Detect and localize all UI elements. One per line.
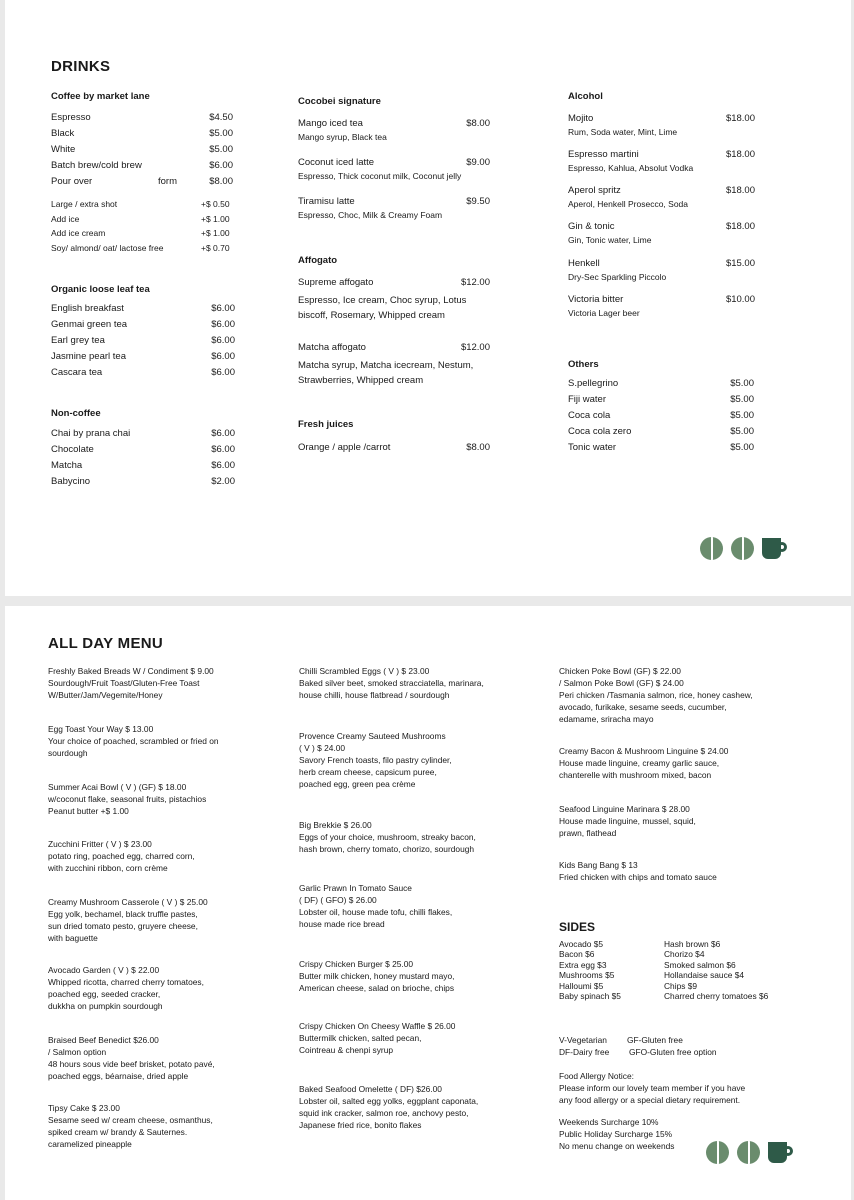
list-item: Mushrooms $5: [559, 970, 615, 981]
list-item: Jasmine pearl tea $6.00: [51, 351, 235, 362]
bean-icon: [737, 1141, 760, 1164]
drinks-page: [5, 0, 851, 596]
list-item: English breakfast $6.00: [51, 303, 235, 314]
menu-item: Tipsy Cake $ 23.00 Sesame seed w/ cream cheese, osmanthus, spiked cream w/ brandy & Sauternes. caramelized pineapple: [48, 1103, 213, 1149]
coffee-cup-icon: [762, 537, 790, 560]
others-list: [568, 376, 754, 456]
menu-item: Henkell $15.00 Dry-Sec Sparkling Piccolo: [568, 258, 755, 282]
menu-item: Baked Seafood Omelette ( DF) $26.00 Lobster oil, salted egg yolks, eggplant caponata, squid ink cracker, salmon roe, anchovy pesto, Japanese fried rice, bonito flakes: [299, 1084, 479, 1130]
brand-logo: [700, 537, 790, 560]
dietary-legend: V-Vegetarian GF-Gluten free DF-Dairy free GFO-Gluten free option: [559, 1035, 717, 1057]
list-item: Chips $9: [664, 980, 698, 991]
list-item: Charred cherry tomatoes $6: [664, 991, 769, 1002]
menu-item: Zucchini Fritter ( V ) $ 23.00 potato ring, poached egg, charred corn, with zucchini ribbon, corn crème: [48, 839, 195, 873]
list-item: Avocado $5: [559, 939, 604, 949]
list-item: S.pellegrino $5.00: [568, 378, 754, 389]
bean-icon: [706, 1141, 729, 1164]
sides-heading: SIDES: [559, 920, 596, 934]
list-item: Fiji water $5.00: [568, 394, 754, 405]
coffee-extras: [51, 197, 232, 255]
menu-item: Egg Toast Your Way $ 13.00 Your choice of poached, scrambled or fried on sourdough: [48, 724, 219, 758]
menu-item: Supreme affogato $12.00 Espresso, Ice cream, Choc syrup, Lotus biscoff, Rosemary, Whipped cream: [298, 277, 490, 321]
coffee-list: [51, 110, 233, 190]
tea-heading: Organic loose leaf tea: [51, 284, 150, 295]
list-item: Earl grey tea $6.00: [51, 335, 235, 346]
menu-item: Seafood Linguine Marinara $ 28.00 House made linguine, mussel, squid, prawn, flathead: [559, 804, 696, 838]
menu-item: Freshly Baked Breads W / Condiment $ 9.00 Sourdough/Fruit Toast/Gluten-Free Toast W/Butter/Jam/Vegemite/Honey: [48, 666, 214, 700]
bean-icon: [731, 537, 754, 560]
menu-item: Victoria bitter $10.00 Victoria Lager beer: [568, 294, 755, 318]
menu-item: Crispy Chicken Burger $ 25.00 Butter milk chicken, honey mustard mayo, American cheese, salad on brioche, chips: [299, 959, 455, 993]
list-item: Hash brown $6: [664, 939, 721, 949]
list-item: Large / extra shot +$ 0.50: [51, 199, 230, 209]
list-item: Baby spinach $5: [559, 991, 621, 1002]
sides-list-left: [559, 939, 621, 1001]
surcharge-notice: Weekends Surcharge 10% Public Holiday Surcharge 15% No menu change on weekends: [559, 1117, 675, 1151]
menu-item: Kids Bang Bang $ 13 Fried chicken with chips and tomato sauce: [559, 860, 717, 882]
menu-item: Creamy Bacon & Mushroom Linguine $ 24.00 House made linguine, creamy garlic sauce, chanterelle with mushroom mixed, bacon: [559, 746, 729, 780]
list-item: Pour over form $8.00: [51, 176, 233, 187]
tea-list: [51, 301, 235, 381]
menu-item: Aperol spritz $18.00 Aperol, Henkell Prosecco, Soda: [568, 185, 755, 209]
allergy-notice: Food Allergy Notice: Please inform our lovely team member if you have any food allergy or a special dietary requirement.: [559, 1071, 746, 1105]
menu-item: Orange / apple /carrot $8.00: [298, 442, 490, 453]
list-item: Chai by prana chai $6.00: [51, 428, 235, 439]
menu-item: Tiramisu latte $9.50 Espresso, Choc, Milk & Creamy Foam: [298, 196, 490, 220]
list-item: Coca cola $5.00: [568, 410, 754, 421]
menu-item: Matcha affogato $12.00 Matcha syrup, Matcha icecream, Nestum, Strawberries, Whipped cream: [298, 342, 490, 386]
bean-icon: [700, 537, 723, 560]
allday-title: ALL DAY MENU: [48, 635, 164, 652]
list-item: Tonic water $5.00: [568, 442, 754, 453]
list-item: Extra egg $3: [559, 959, 607, 970]
noncoffee-heading: Non-coffee: [51, 408, 101, 419]
menu-item: Summer Acai Bowl ( V ) (GF) $ 18.00 w/coconut flake, seasonal fruits, pistachios Peanut butter +$ 1.00: [48, 782, 207, 816]
list-item: Bacon $6: [559, 949, 595, 960]
menu-item: Big Brekkie $ 26.00 Eggs of your choice, mushroom, streaky bacon, hash brown, cherry tomato, chorizo, sourdough: [299, 820, 476, 854]
list-item: Espresso $4.50: [51, 112, 233, 123]
sides-list-right: [664, 939, 768, 1001]
menu-item: Chilli Scrambled Eggs ( V ) $ 23.00 Baked silver beet, smoked stracciatella, marinara, house chilli, house flatbread / sourdough: [299, 666, 484, 700]
drinks-title: DRINKS: [51, 58, 111, 75]
affogato-heading: Affogato: [298, 255, 338, 266]
list-item: Matcha $6.00: [51, 460, 235, 471]
menu-item: Mojito $18.00 Rum, Soda water, Mint, Lime: [568, 113, 755, 137]
menu-item: Crispy Chicken On Cheesy Waffle $ 26.00 Buttermilk chicken, salted pecan, Cointreau & chenpi syrup: [299, 1021, 456, 1055]
list-item: Coca cola zero $5.00: [568, 426, 754, 437]
list-item: Halloumi $5: [559, 980, 604, 991]
list-item: Hollandaise sauce $4: [664, 970, 745, 981]
list-item: Babycino $2.00: [51, 476, 235, 487]
list-item: Add ice cream +$ 1.00: [51, 228, 230, 238]
allday-page: [5, 606, 851, 1200]
signature-heading: Cocobei signature: [298, 96, 381, 107]
menu-item: Avocado Garden ( V ) $ 22.00 Whipped ricotta, charred cherry tomatoes, poached egg, seeded cracker, dukkha on pumpkin sourdough: [48, 965, 204, 1011]
coffee-heading: Coffee by market lane: [51, 91, 150, 102]
menu-item: Garlic Prawn In Tomato Sauce ( DF) ( GFO) $ 26.00 Lobster oil, house made tofu, chilli flakes, house made rice bread: [299, 883, 453, 929]
menu-item: Braised Beef Benedict $26.00 / Salmon option 48 hours sous vide beef brisket, potato pavé, poached eggs, béarnaise, dried apple: [48, 1035, 215, 1081]
list-item: Chorizo $4: [664, 949, 705, 960]
coffee-cup-icon: [768, 1141, 796, 1164]
menu-item: Provence Creamy Sauteed Mushrooms ( V ) $ 24.00 Savory French toasts, filo pastry cylinder, herb cream cheese, capsicum puree, poached egg, green pea crème: [299, 731, 452, 789]
menu-item: Gin & tonic $18.00 Gin, Tonic water, Lime: [568, 221, 755, 245]
list-item: Genmai green tea $6.00: [51, 319, 235, 330]
menu-item: Espresso martini $18.00 Espresso, Kahlua, Absolut Vodka: [568, 149, 755, 173]
brand-logo: [706, 1141, 796, 1164]
menu-item: Coconut iced latte $9.00 Espresso, Thick coconut milk, Coconut jelly: [298, 157, 490, 181]
list-item: Cascara tea $6.00: [51, 367, 235, 378]
noncoffee-list: [51, 426, 235, 490]
others-heading: Others: [568, 359, 599, 370]
list-item: Batch brew/cold brew $6.00: [51, 160, 233, 171]
list-item: White $5.00: [51, 144, 233, 155]
list-item: Black $5.00: [51, 128, 233, 139]
menu-item: Chicken Poke Bowl (GF) $ 22.00 / Salmon Poke Bowl (GF) $ 24.00 Peri chicken /Tasmania salmon, rice, honey cashew, avocado, furikake, sesame seeds, cucumber, edamame, sriracha mayo: [559, 666, 753, 724]
menu-item: Creamy Mushroom Casserole ( V ) $ 25.00 Egg yolk, bechamel, black truffle pastes, sun dried tomato pesto, gruyere cheese, with baguette: [48, 897, 208, 943]
list-item: Smoked salmon $6: [664, 959, 736, 970]
menu-item: Mango iced tea $8.00 Mango syrup, Black tea: [298, 118, 490, 142]
list-item: Soy/ almond/ oat/ lactose free +$ 0.70: [51, 242, 230, 253]
juices-heading: Fresh juices: [298, 419, 354, 430]
list-item: Add ice +$ 1.00: [51, 213, 230, 224]
list-item: Chocolate $6.00: [51, 444, 235, 455]
alcohol-heading: Alcohol: [568, 91, 603, 102]
